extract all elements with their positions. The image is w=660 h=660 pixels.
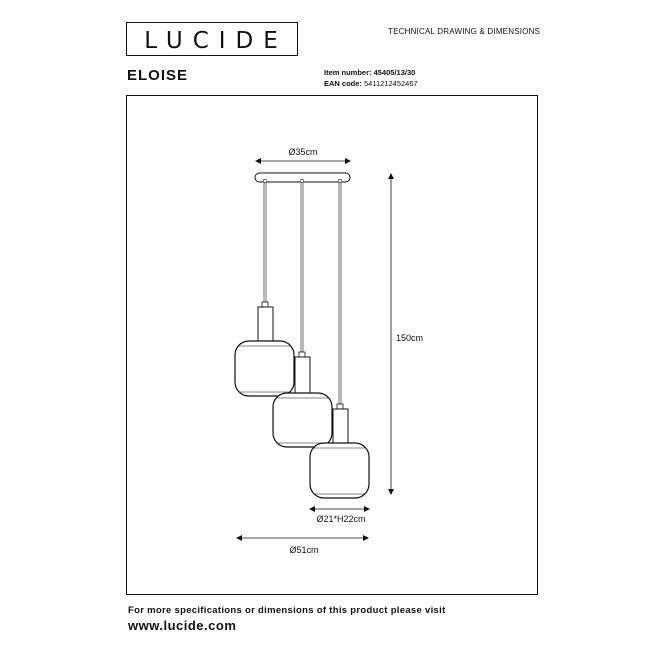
overall-diameter-label: Ø51cm [289,545,319,555]
canopy-screw [263,179,267,183]
item-number-value: 45405/13/30 [373,68,416,77]
pendant-lamp-left [235,302,294,396]
height-label: 150cm [396,333,424,343]
footer-note: For more specifications or dimensions of this product please visit [128,605,446,616]
item-number-label: Item number: [324,68,372,77]
canopy-diameter-label: Ø35cm [288,147,318,157]
ean-code-label: EAN code: [324,79,362,88]
canopy-screw [338,179,342,183]
shade-size-label: Ø21*H22cm [316,514,366,524]
canopy-screw [300,179,304,183]
product-name: ELOISE [127,67,189,84]
ean-code-value: 5411212452467 [364,79,418,88]
brand-logo-text: LUCIDE [144,28,288,54]
document-type: TECHNICAL DRAWING & DIMENSIONS [388,27,541,36]
footer-url-link[interactable]: www.lucide.com [128,618,237,633]
